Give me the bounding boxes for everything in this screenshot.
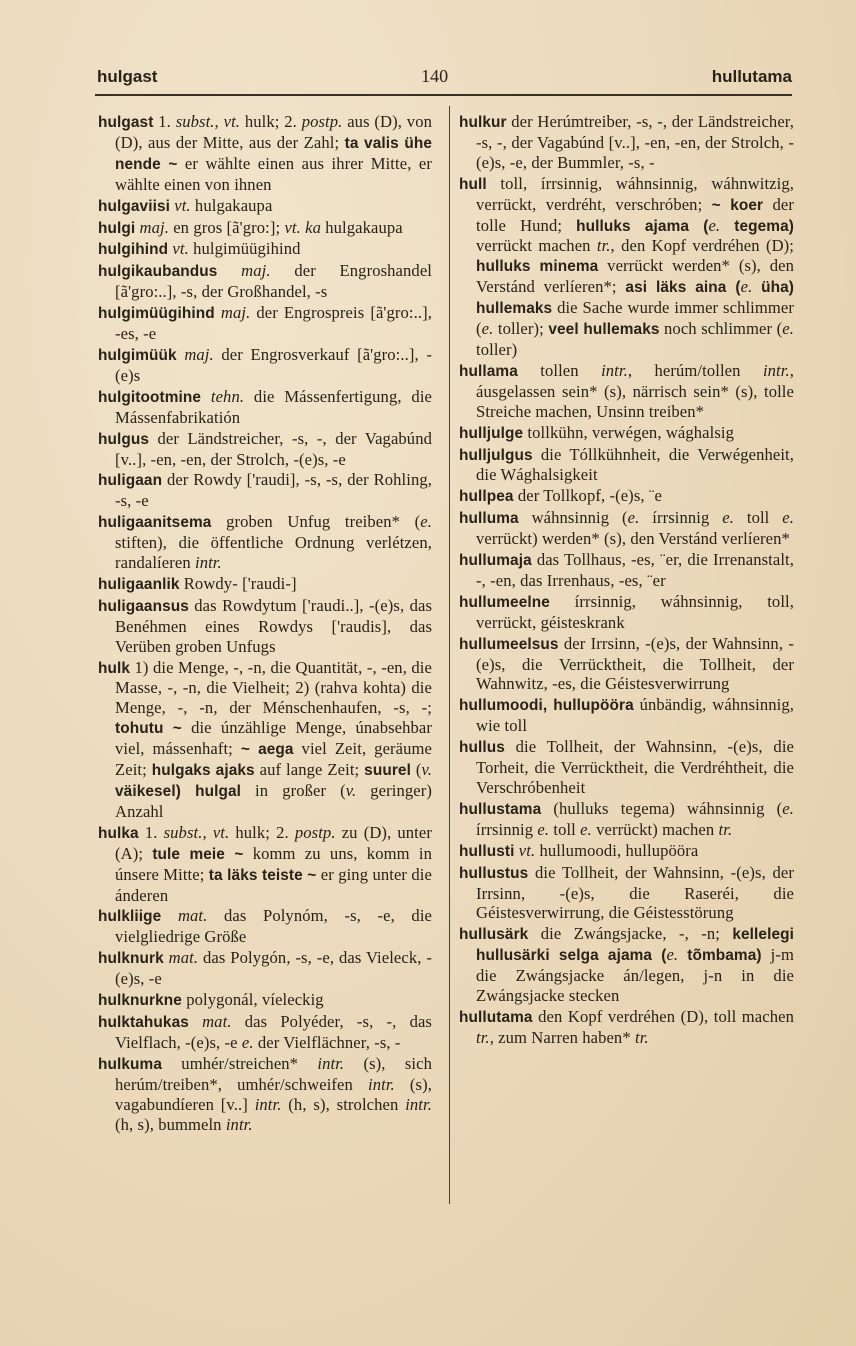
- entry-text: den Kopf verdréhen (D), toll machen: [532, 1006, 794, 1026]
- dictionary-entry: [459, 486, 794, 507]
- entry-text: (h, s), bummeln: [115, 1114, 226, 1134]
- entry-text: das Polynóm, -s, -e, die vielgliedrige Größe: [115, 906, 433, 947]
- dictionary-entry: [98, 596, 432, 657]
- page-number: 140: [421, 66, 449, 86]
- entry-text: [161, 906, 178, 925]
- entry-headword: hulgast: [98, 114, 154, 131]
- entry-headword: hulgikaubandus: [98, 263, 218, 281]
- entry-text: , zum Narren haben*: [489, 1027, 635, 1047]
- entry-text: die Sache wurde immer schlimmer (: [476, 298, 794, 339]
- dictionary-entry: [459, 423, 794, 444]
- entry-label: tr.: [596, 236, 611, 256]
- entry-text: 1) die Menge, -, -n, die Quantität, -, -en, die Masse, -, -n, die Vielheit; 2) (rahva kohta) die Menge, -, -n, der Ménschenhaufen, -s, -;: [115, 657, 432, 718]
- entry-text: der tolle Hund;: [476, 194, 795, 235]
- entry-headword: hullpea: [459, 488, 514, 506]
- entry-label: tr.: [718, 819, 733, 839]
- entry-label: intr.: [405, 1094, 432, 1114]
- entry-text: toller);: [493, 319, 549, 339]
- entry-phrase: hulluks minema: [476, 258, 599, 276]
- entry-text: Rowdy- ['raudi-]: [179, 573, 297, 593]
- dictionary-entry: [98, 261, 432, 302]
- entry-headword: hulgus: [98, 430, 150, 448]
- entry-text: groben Unfug treiben* (: [211, 512, 421, 532]
- entry-text: únbändig, wáhnsinnig, wie toll: [476, 695, 794, 736]
- entry-text: írrsinnig: [639, 508, 723, 528]
- entry-text: der Irrsinn, -(e)s, der Wahnsinn, -(e)s, die Verrücktheit, die Tollheit, der Wahnwitz, -es, die Géistesverwirrung: [476, 633, 794, 694]
- guide-word-last: hullutama: [711, 67, 792, 86]
- dictionary-entry: [459, 361, 794, 422]
- entry-text: viel Zeit, geräume Zeit;: [115, 739, 432, 780]
- dictionary-entry: [459, 174, 794, 360]
- header-rule: [95, 94, 792, 96]
- entry-label: e.: [740, 277, 753, 297]
- entry-label: vt.: [174, 195, 191, 215]
- entry-text: [752, 277, 761, 296]
- entry-text: verrückt) machen: [591, 819, 719, 839]
- entry-text: der Engrosverkauf [ã'gro:..], -(e)s: [115, 344, 433, 385]
- entry-label: vt. ka: [284, 217, 321, 237]
- entry-text: polygonál, víeleckig: [181, 990, 324, 1010]
- entry-text: verrückt) werden* (s), den Verstánd verlíeren*: [476, 529, 790, 549]
- entry-label: intr.: [368, 1074, 395, 1094]
- entry-text: die Zwángsjacke, -, -n;: [528, 924, 733, 944]
- entry-phrase: väikesel) hulgal: [115, 783, 242, 800]
- entry-text: hullumoodi, hullupööra: [535, 840, 699, 860]
- dictionary-entry: [98, 112, 432, 195]
- entry-headword: hullumeelsus: [459, 635, 559, 653]
- entry-phrase: tule meie ~: [152, 845, 244, 863]
- entry-phrase: üha) hullemaks: [476, 279, 795, 318]
- dictionary-entry: [98, 948, 432, 989]
- entry-text: in großer (: [241, 781, 346, 800]
- entry-label: maj.: [139, 217, 169, 237]
- entry-label: maj.: [220, 303, 251, 323]
- dictionary-entry: [98, 574, 432, 595]
- entry-label: vt.: [172, 239, 189, 259]
- entry-text: er ging unter die ánderen: [115, 864, 432, 905]
- dictionary-entry: [98, 218, 432, 239]
- entry-headword: huligaan: [98, 472, 163, 490]
- entry-headword: hulka: [98, 824, 139, 842]
- entry-phrase: hulluks ajama (: [576, 217, 709, 235]
- dictionary-entry: [98, 470, 432, 511]
- entry-text: (hulluks tegema) wáhnsinnig (: [541, 798, 783, 818]
- entry-label: e.: [481, 319, 494, 339]
- entry-label: v.: [345, 781, 357, 800]
- entry-headword: hullustus: [459, 864, 529, 882]
- entry-text: aus (D), von (D), aus der Mitte, aus der Zahl;: [115, 112, 432, 152]
- entry-text: (: [410, 760, 422, 780]
- entry-label: e.: [241, 1032, 254, 1052]
- entry-headword: hulgitootmine: [98, 388, 202, 406]
- entry-headword: hullumaja: [459, 552, 532, 570]
- dictionary-entry: [98, 906, 432, 947]
- right-column: [459, 112, 794, 1049]
- entry-headword: huligaanitsema: [98, 514, 212, 532]
- entry-headword: hulkuma: [98, 1055, 162, 1073]
- entry-phrase: tegema): [734, 217, 794, 235]
- entry-text: , herúm/tollen: [627, 360, 763, 380]
- entry-text: der Engrospreis [ã'gro:..], -es, -e: [115, 303, 433, 344]
- entry-label: e.: [420, 512, 432, 532]
- left-column: [98, 112, 432, 1135]
- dictionary-entry: [459, 695, 794, 736]
- entry-label: intr.: [194, 553, 222, 573]
- entry-label: intr.: [762, 360, 790, 380]
- entry-text: der Ländstreicher, -s, -, der Vagabúnd [v..], -en, -en, der Strolch, -(e)s, -e: [115, 428, 432, 469]
- entry-label: tr.: [476, 1027, 490, 1047]
- entry-text: hulgakaupa: [321, 217, 403, 237]
- entry-text: die únzählige Menge, únabsehbar viel, mássenhaft;: [115, 718, 433, 759]
- entry-text: tollen: [517, 360, 602, 380]
- entry-text: 1.: [153, 112, 176, 131]
- entry-text: (h, s), strolchen: [281, 1094, 406, 1114]
- entry-text: , áusgelassen sein* (s), närrisch sein* (s), tolle Streiche machen, Unsinn treiben*: [476, 360, 794, 421]
- entry-headword: hullumeelne: [459, 593, 550, 611]
- entry-headword: hullutama: [459, 1008, 533, 1026]
- entry-text: hulk; 2.: [229, 822, 295, 842]
- entry-text: en gros [ã'gro:];: [168, 217, 285, 237]
- dictionary-entry: [459, 634, 794, 695]
- entry-label: maj.: [241, 261, 271, 281]
- entry-headword: hulknurkne: [98, 992, 182, 1010]
- entry-text: hulgakaupa: [190, 195, 273, 215]
- dictionary-entry: [459, 737, 794, 798]
- entry-headword: hulgaviisi: [98, 197, 170, 215]
- entry-text: stiften), die öffentliche Ordnung verlétzen, randalíeren: [115, 533, 432, 573]
- entry-label: postp.: [301, 112, 343, 131]
- entry-text: (s), sich herúm/treiben*, umhér/schweifen: [115, 1053, 432, 1094]
- entry-label: e.: [580, 819, 592, 839]
- entry-text: auf lange Zeit;: [254, 760, 365, 780]
- entry-phrase: ~ koer: [711, 196, 764, 214]
- entry-text: komm zu uns, komm in únsere Mitte;: [115, 843, 432, 884]
- entry-text: írrsinnig, wáhnsinnig, toll, verrückt, géisteskrank: [476, 591, 794, 632]
- entry-headword: hulknurk: [98, 950, 164, 968]
- entry-label: postp.: [294, 822, 336, 842]
- entry-text: j-m die Zwángsjacke án/legen, j-n in die Zwángsjacke stecken: [476, 945, 794, 1006]
- entry-label: intr.: [317, 1053, 345, 1073]
- entry-text: das Tollhaus, -es, ¨er, die Irrenanstalt, -, -en, das Irrenhaus, -es, ¨er: [476, 550, 794, 590]
- entry-label: subst., vt.: [175, 112, 241, 131]
- entry-text: [720, 216, 734, 235]
- entry-headword: hulluma: [459, 510, 519, 528]
- guide-word-first: hulgast: [97, 67, 158, 86]
- dictionary-entry: [98, 303, 432, 344]
- entry-label: tr.: [634, 1027, 649, 1047]
- dictionary-entry: [98, 990, 432, 1011]
- entry-text: der Vielflächner, -s, -: [253, 1032, 401, 1052]
- entry-text: tollkühn, verwégen, wághalsig: [523, 422, 735, 442]
- dictionary-entry: [459, 841, 794, 862]
- entry-headword: hullama: [459, 362, 518, 380]
- entry-label: e.: [627, 508, 640, 528]
- entry-phrase: asi läks aina (: [625, 279, 741, 297]
- entry-text: verrückt machen: [476, 236, 597, 256]
- entry-label: mat.: [168, 948, 199, 968]
- entry-headword: hulgimüük: [98, 346, 177, 364]
- entry-phrase: ta valis ühe nende ~: [115, 134, 432, 173]
- entry-phrase: tohutu ~: [115, 720, 182, 738]
- dictionary-entry: [459, 112, 794, 173]
- entry-text: [678, 945, 687, 964]
- entry-text: toll: [733, 508, 783, 528]
- entry-text: das Polyéder, -s, -, das Vielflach, -(e)s, -e: [115, 1011, 432, 1052]
- entry-text: die Tóllkühnheit, die Verwégenheit, die Wághalsigkeit: [476, 444, 794, 485]
- entry-text: das Rowdytum ['raudi..], -(e)s, das Benéhmen eines Rowdys ['raudis], das Verüben groben Unfugs: [115, 595, 432, 656]
- entry-headword: hullumoodi, hullupööra: [459, 697, 634, 715]
- entry-text: 1.: [138, 822, 164, 842]
- entry-text: der Tollkopf, -(e)s, ¨e: [513, 486, 662, 506]
- entry-headword: hullusärk: [459, 926, 529, 944]
- entry-label: vt.: [518, 840, 536, 860]
- entry-headword: hulljulgus: [459, 446, 533, 464]
- entry-text: die Tollheit, der Wahnsinn, -(e)s, der Irrsinn, -(e)s, die Raseréi, die Géistesverwirrung, die Géistesstörung: [476, 862, 794, 923]
- column-divider: [449, 106, 450, 1204]
- entry-text: die Mássenfertigung, die Mássenfabrikatión: [115, 386, 432, 427]
- entry-label: tehn.: [210, 386, 245, 406]
- entry-label: maj.: [184, 344, 214, 364]
- entry-phrase: tõmbama): [687, 947, 762, 965]
- entry-headword: hulgimüügihind: [98, 305, 215, 323]
- dictionary-entry: [98, 239, 432, 260]
- entry-label: mat.: [177, 906, 208, 926]
- entry-text: die Tollheit, der Wahnsinn, -(e)s, die Torheit, die Verrücktheit, die Verdréhtheit, die Verschróbenheit: [476, 737, 794, 797]
- entry-label: e.: [782, 798, 794, 818]
- dictionary-entry: [98, 1012, 432, 1053]
- entry-label: subst., vt.: [163, 822, 230, 842]
- entry-text: (s), vagabundíeren [v..]: [115, 1074, 432, 1114]
- entry-label: e.: [782, 319, 794, 339]
- entry-phrase: kellelegi hullusärki selga ajama (: [476, 926, 794, 965]
- entry-headword: hullustama: [459, 800, 542, 818]
- dictionary-entry: [98, 429, 432, 470]
- entry-label: mat.: [202, 1011, 232, 1031]
- entry-headword: huligaansus: [98, 597, 189, 615]
- entry-text: der Herúmtreiber, -s, -, der Ländstreicher, -s, -, der Vagabúnd [v..], -en, -en, der Strolch, -(e)s, -e, der Bummler, -s, -: [476, 112, 794, 172]
- entry-text: verrückt werden* (s), den Verstánd verlíeren*;: [476, 256, 794, 297]
- entry-headword: hulkliige: [98, 908, 162, 926]
- entry-text: hulk; 2.: [240, 112, 302, 131]
- entry-text: [217, 261, 241, 280]
- dictionary-entry: [459, 799, 794, 840]
- entry-text: írrsinnig: [476, 819, 538, 839]
- dictionary-entry: [98, 658, 432, 822]
- entry-text: das Polygón, -s, -e, das Vieleck, -(e)s, -e: [115, 948, 432, 989]
- dictionary-entry: [98, 1054, 432, 1135]
- entry-label: intr.: [254, 1094, 282, 1114]
- entry-text: noch schlimmer (: [659, 319, 783, 339]
- entry-text: [189, 1012, 202, 1031]
- entry-label: e.: [537, 819, 550, 839]
- entry-text: toller): [476, 339, 518, 359]
- entry-label: v.: [421, 760, 433, 780]
- dictionary-entry: [98, 345, 432, 386]
- entry-label: intr.: [601, 360, 628, 380]
- entry-text: toll, írrsinnig, wáhnsinnig, wáhnwitzig, verrückt, verdréht, verschróben;: [476, 173, 794, 214]
- entry-label: intr.: [225, 1114, 253, 1134]
- dictionary-entry: [459, 1007, 794, 1048]
- dictionary-entry: [98, 196, 432, 217]
- entry-phrase: suurel: [364, 762, 411, 780]
- dictionary-entry: [98, 823, 432, 906]
- entry-text: toll: [549, 819, 581, 839]
- entry-phrase: ta läks teiste ~: [208, 866, 317, 884]
- entry-text: hulgimüügihind: [188, 239, 301, 259]
- entry-headword: hull: [459, 175, 487, 193]
- dictionary-entry: [459, 508, 794, 549]
- entry-headword: hulkur: [459, 114, 507, 131]
- entry-text: [201, 387, 211, 406]
- entry-label: e.: [782, 508, 794, 528]
- entry-headword: hulk: [98, 659, 131, 677]
- entry-headword: huligaanlik: [98, 575, 180, 593]
- entry-headword: hulljulge: [459, 424, 524, 442]
- dictionary-entry: [98, 387, 432, 428]
- entry-text: umhér/streichen*: [161, 1053, 318, 1073]
- entry-headword: hulktahukas: [98, 1013, 189, 1031]
- dictionary-entry: [459, 550, 794, 591]
- entry-text: der Engroshandel [ã'gro:..], -s, der Großhandel, -s: [115, 261, 432, 302]
- entry-phrase: veel hullemaks: [548, 321, 660, 339]
- entry-phrase: ~ aega: [240, 741, 294, 759]
- entry-text: wáhnsinnig (: [518, 508, 628, 528]
- dictionary-entry: [459, 863, 794, 924]
- entry-label: e.: [666, 945, 679, 965]
- entry-headword: hulgi: [98, 219, 136, 237]
- running-head: [97, 66, 792, 92]
- entry-headword: hullusti: [459, 842, 515, 860]
- entry-text: geringer) Anzahl: [115, 781, 432, 821]
- entry-text: , den Kopf verdréhen (D);: [610, 236, 794, 256]
- entry-text: der Rowdy ['raudi], -s, -s, der Rohling, -s, -e: [115, 470, 432, 511]
- entry-headword: hulgihind: [98, 241, 169, 259]
- dictionary-entry: [459, 445, 794, 486]
- entry-text: er wählte einen aus ihrer Mitte, er wählte einen von ihnen: [115, 153, 432, 194]
- entry-text: zu (D), unter (A);: [115, 822, 432, 863]
- entry-headword: hullus: [459, 739, 505, 757]
- dictionary-entry: [459, 592, 794, 633]
- entry-phrase: hulgaks ajaks: [151, 762, 255, 780]
- entry-label: e.: [708, 215, 721, 235]
- entry-label: e.: [722, 508, 734, 528]
- dictionary-entry: [459, 924, 794, 1006]
- dictionary-entry: [98, 512, 432, 573]
